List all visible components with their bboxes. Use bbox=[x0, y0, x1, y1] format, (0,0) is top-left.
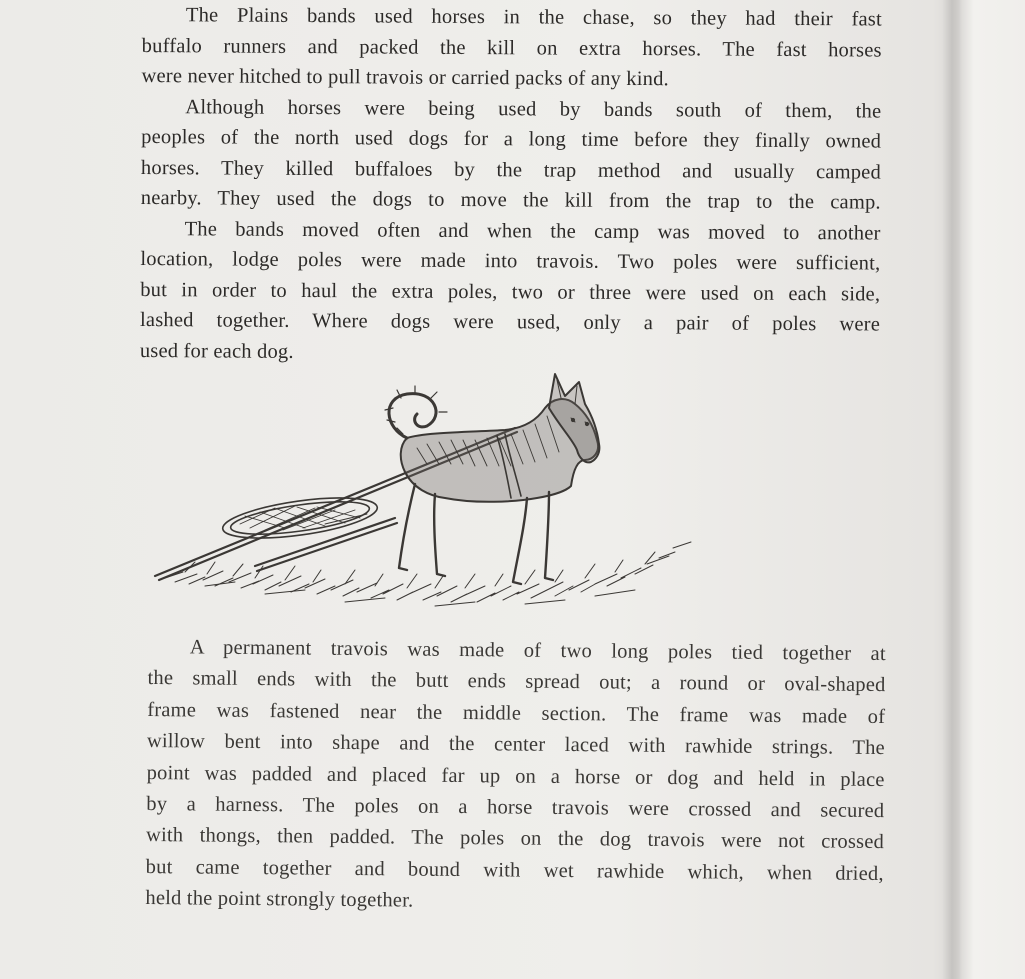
text-line: The Plains bands used horses in the chase, so they had their fast bbox=[185, 4, 882, 31]
text-line: were never hitched to pull travois or carried packs of any kind. bbox=[141, 64, 669, 91]
text-line: held the point strongly together. bbox=[145, 887, 414, 912]
text-line: but came together and bound with wet rawhide which, when dried, bbox=[145, 855, 884, 885]
text-line: location, lodge poles were made into travois. Two poles were sufficient, bbox=[140, 247, 881, 275]
text-line: willow bent into shape and the center laced with rawhide strings. The bbox=[146, 730, 886, 760]
text-line: Although horses were being used by bands south of them, the bbox=[185, 95, 882, 123]
page-edge bbox=[942, 0, 962, 979]
text-line: peoples of the north used dogs for a long time before they finally owned bbox=[141, 125, 882, 153]
text-line: used for each dog. bbox=[139, 339, 294, 363]
text-line: by a harness. The poles on a horse travois were crossed and secured bbox=[146, 792, 885, 823]
dog-figure bbox=[385, 374, 599, 584]
dog-travois-illustration bbox=[145, 368, 705, 618]
text-line: lashed together. Where dogs were used, only a pair of poles were bbox=[139, 308, 881, 336]
text-line: with thongs, then padded. The poles on the dog travois were not crossed bbox=[145, 824, 885, 854]
text-line: A permanent travois was made of two long poles tied together at bbox=[189, 636, 886, 666]
text-line: nearby. They used the dogs to move the kill from the trap to the camp. bbox=[140, 186, 881, 214]
ground-hatching bbox=[165, 542, 691, 606]
lower-text-block bbox=[145, 632, 886, 922]
text-line: but in order to haul the extra poles, two or three were used on each side, bbox=[140, 278, 881, 306]
text-line: the small ends with the butt ends spread out; a round or oval-shaped bbox=[147, 667, 886, 697]
text-line: horses. They killed buffaloes by the trap method and usually camped bbox=[140, 156, 882, 184]
upper-text-block bbox=[140, 0, 882, 371]
text-line: frame was fastened near the middle section. The frame was made of bbox=[147, 698, 886, 728]
text-line: The bands moved often and when the camp was moved to another bbox=[184, 217, 881, 245]
text-line: point was padded and placed far up on a horse or dog and held in place bbox=[146, 761, 885, 791]
text-line: buffalo runners and packed the kill on extra horses. The fast horses bbox=[141, 34, 882, 62]
